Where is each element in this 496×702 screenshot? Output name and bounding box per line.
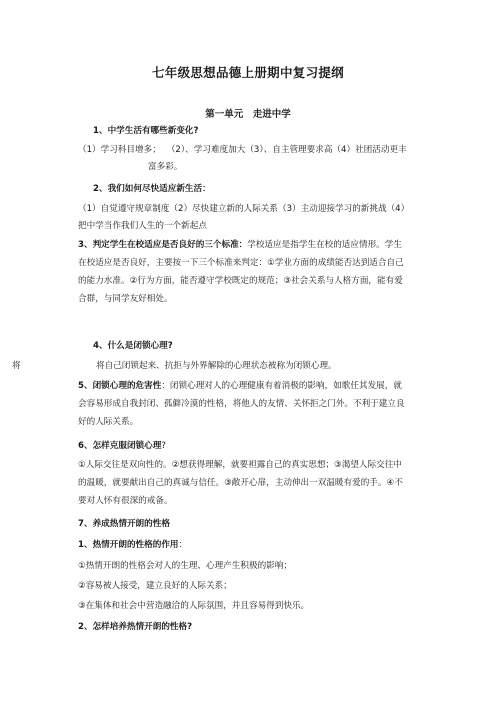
q6-heading-tail: ? bbox=[161, 441, 166, 451]
q1-heading: 1、中学生活有哪些新变化? bbox=[93, 126, 199, 136]
q5-line1-text: ：闭锁心理对人的心理健康有着消极的影响，如歌任其发展，就 bbox=[161, 381, 402, 391]
q1-answer-part-b: （2）、学习难度加大（3）、自主管理要求高（4）社团活动更丰 bbox=[166, 145, 407, 155]
q3-heading: 3、判定学生在校适应是否良好的三个标准： bbox=[78, 240, 248, 250]
q4-heading: 4、什么是闭锁心理? bbox=[93, 341, 173, 351]
s1-item3: ③在集体和社会中营造融洽的人际氛围，并且容易得到快乐。 bbox=[78, 601, 310, 611]
s1-item1: ①热情开朗的性格会对人的生理、心理产生积极的影响； bbox=[78, 561, 292, 571]
q5-line1 bbox=[78, 380, 428, 392]
q3-line2: 在校适应是否良好，主要按一下三个标准来判定：①学业方面的成绩能否达到适合自己 bbox=[78, 258, 404, 268]
q5-heading: 5、闭锁心理的危害性 bbox=[78, 381, 162, 391]
q6-heading: 6、怎样克服闭锁心理 bbox=[78, 441, 162, 451]
q6-line3: 要对人怀有很深的戒备。 bbox=[78, 496, 173, 506]
q5-line3: 好的人际关系。 bbox=[78, 417, 139, 427]
q6-line1: ①人际交往是双向性的。②想获得理解，就要袒露自己的真实思想；③渴望人际交往中 bbox=[78, 460, 402, 470]
s1-heading-line bbox=[78, 539, 428, 551]
q1-answer-part-a: （1）学习科目增多； bbox=[78, 145, 161, 155]
q1-answer-line1 bbox=[78, 144, 428, 156]
document-title: 七年级思想品德上册期中复习提纲 bbox=[151, 65, 344, 80]
unit-heading: 第一单元 走进中学 bbox=[205, 109, 291, 120]
q6-line2: 的温暖，就要献出自己的真诚与信任。③敞开心扉，主动伸出一双温暖有爱的手。④不 bbox=[78, 478, 403, 488]
s2-heading: 2、怎样培养热情开朗的性格? bbox=[78, 622, 193, 632]
q3-line1-text: 学校适应是指学生在校的适应情形。学生 bbox=[247, 240, 402, 250]
s1-heading: 1、热情开朗的性格的作用 bbox=[78, 540, 179, 550]
q1-answer-line2: 富多彩。 bbox=[148, 162, 183, 172]
q3-line4: 合群，与同学友好相处。 bbox=[78, 294, 173, 304]
s1-heading-tail: ： bbox=[178, 540, 188, 550]
s1-item2: ②容易被人接受，建立良好的人际关系； bbox=[78, 581, 232, 591]
q6-heading-line bbox=[78, 440, 428, 452]
q3-line3: 的能力水准。②行为方面，能否遵守学校既定的规范；③社会关系与人格方面，能有爱 bbox=[78, 276, 403, 286]
q4-margin-char: 将 bbox=[12, 361, 21, 371]
q2-heading: 2、我们如何尽快适应新生活： bbox=[93, 184, 211, 194]
q2-answer-line2: 把中学当作我们人生的一个新起点 bbox=[78, 221, 207, 231]
q5-line2: 会容易形成自我封闭、孤僻冷漠的性格，将他人的友情、关怀拒之门外。不利于建立良 bbox=[78, 399, 405, 409]
q4-answer-line1: 将自己闭锁起来、抗拒与外界解除的心理状态被称为闭锁心理。 bbox=[96, 361, 337, 371]
q3-line1 bbox=[78, 239, 428, 251]
q2-answer-line1: （1）自觉遵守规章制度（2）尽快建立新的人际关系（3）主动迎接学习的新挑战（4） bbox=[78, 204, 410, 214]
q7-heading: 7、养成热情开朗的性格 bbox=[78, 519, 170, 529]
